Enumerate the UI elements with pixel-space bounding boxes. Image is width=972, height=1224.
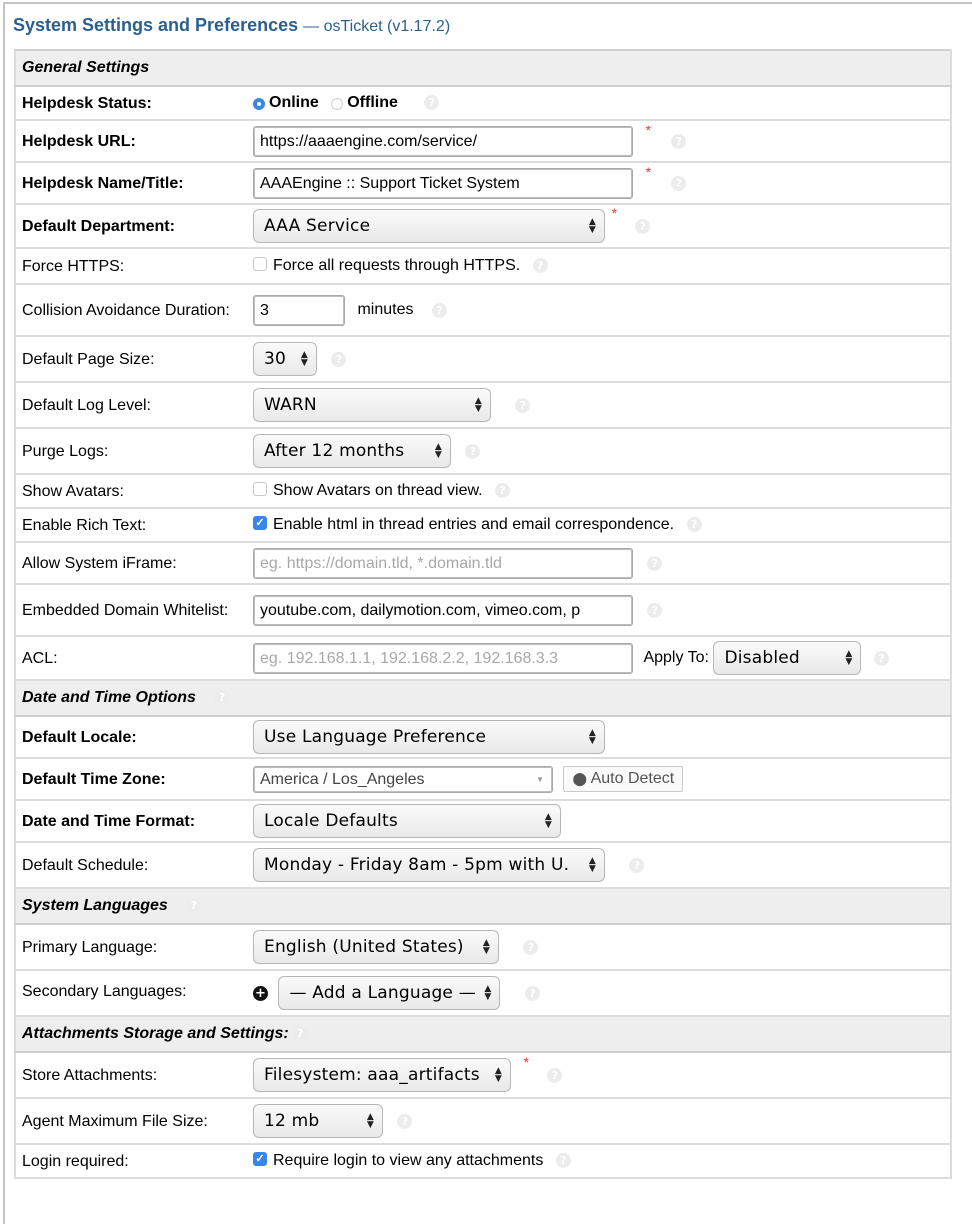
store-attachments-label: Store Attachments: [15,1052,247,1098]
row-log-level [15,382,951,428]
help-icon[interactable]: ? [424,95,439,110]
dropdown-caret-icon: ▼ [536,774,544,784]
system-iframe-input[interactable]: eg. https://domain.tld, *.domain.tld [253,548,633,579]
row-system-iframe [15,542,951,584]
help-icon[interactable]: ? [465,444,480,459]
primary-language-label: Primary Language: [15,924,247,970]
row-force-https [15,248,951,284]
select-arrows-icon: ▲ ▼ [544,812,552,830]
auto-detect-label: Auto Detect [590,770,675,787]
select-arrows-icon: ▲ ▼ [588,856,596,874]
row-default-timezone [15,758,951,800]
help-icon[interactable]: ? [331,352,346,367]
row-date-format [15,800,951,842]
show-avatars-label: Show Avatars: [15,474,247,508]
login-required-checkbox[interactable]: ✓ [253,1152,267,1166]
row-purge-logs [15,428,951,474]
page-title-version: — osTicket (v1.17.2) [303,18,451,35]
help-icon[interactable]: ? [647,556,662,571]
purge-logs-label: Purge Logs: [15,428,247,474]
row-primary-language [15,924,951,970]
default-locale-value: Use Language Preference [264,727,487,747]
help-icon[interactable]: ? [556,1153,571,1168]
store-attachments-value: Filesystem: aaa_artifacts [264,1065,480,1085]
collision-avoidance-label: Collision Avoidance Duration: [15,284,247,336]
purge-logs-value: After 12 months [264,441,405,461]
add-language-value: — Add a Language — [289,983,476,1003]
select-arrows-icon: ▲ ▼ [300,350,308,368]
help-icon[interactable]: ? [525,986,540,1001]
select-arrows-icon: ▲ ▼ [588,728,596,746]
primary-language-value: English (United States) [264,937,464,957]
row-default-department [15,204,951,248]
system-iframe-label: Allow System iFrame: [15,542,247,584]
timezone-value: America / Los_Angeles [260,770,425,788]
helpdesk-status-label: Helpdesk Status: [15,86,247,120]
helpdesk-name-label: Helpdesk Name/Title: [15,162,247,204]
section-title: General Settings [15,50,951,86]
login-required-label: Login required: [15,1144,247,1178]
apply-to-label: Apply To: [643,649,709,667]
rich-text-checkbox[interactable]: ✓ [253,516,267,530]
help-icon[interactable]: ? [687,517,702,532]
help-icon[interactable]: ? [397,1114,412,1129]
secondary-languages-label: Secondary Languages: [15,970,247,1016]
default-locale-select[interactable] [253,720,605,754]
help-icon[interactable]: ? [432,303,447,318]
timezone-combobox[interactable] [253,766,553,793]
helpdesk-url-input[interactable]: https://aaaengine.com/service/ [253,126,633,157]
helpdesk-name-input[interactable]: AAAEngine :: Support Ticket System [253,168,633,199]
show-avatars-text: Show Avatars on thread view. [273,482,483,499]
section-title: Date and Time Options [22,689,196,706]
help-icon[interactable]: ? [533,258,548,273]
required-mark: * [611,205,617,221]
section-title: Attachments Storage and Settings: [22,1025,289,1042]
show-avatars-checkbox[interactable] [253,482,267,496]
help-icon[interactable]: ? [214,690,229,705]
row-page-size [15,336,951,382]
row-login-required [15,1144,951,1178]
help-icon[interactable]: ? [495,483,510,498]
select-arrows-icon: ▲ ▼ [366,1112,374,1130]
log-level-select[interactable] [253,388,491,422]
apply-to-select[interactable] [713,641,861,675]
add-language-select[interactable] [278,976,500,1010]
page-size-label: Default Page Size: [15,336,247,382]
date-format-value: Locale Defaults [264,811,398,831]
help-icon[interactable]: ? [293,1026,308,1041]
default-schedule-select[interactable] [253,848,605,882]
force-https-label: Force HTTPS: [15,248,247,284]
row-embedded-whitelist [15,584,951,636]
online-label: Online [269,94,319,111]
offline-radio[interactable] [331,98,343,110]
page-size-select[interactable] [253,342,317,376]
default-department-select[interactable] [253,209,605,243]
row-helpdesk-status [15,86,951,120]
embedded-whitelist-input[interactable]: youtube.com, dailymotion.com, vimeo.com, p [253,595,633,626]
auto-detect-button[interactable] [563,766,683,792]
row-default-schedule [15,842,951,888]
primary-language-select[interactable] [253,930,499,964]
row-rich-text [15,508,951,542]
section-system-languages [15,888,951,924]
help-icon[interactable]: ? [671,134,686,149]
default-department-value: AAA Service [264,216,371,236]
row-helpdesk-name [15,162,951,204]
row-show-avatars [15,474,951,508]
rich-text-label: Enable Rich Text: [15,508,247,542]
agent-max-file-size-select[interactable] [253,1104,383,1138]
select-arrows-icon: ▲ ▼ [482,938,490,956]
settings-table [14,49,952,1179]
select-arrows-icon: ▲ ▼ [845,649,853,667]
log-level-value: WARN [264,395,317,415]
force-https-checkbox[interactable] [253,257,267,271]
purge-logs-select[interactable] [253,434,451,468]
page-title [13,15,450,36]
agent-max-file-size-value: 12 mb [264,1111,320,1131]
date-format-label: Date and Time Format: [15,800,247,842]
select-arrows-icon: ▲ ▼ [484,984,492,1002]
select-arrows-icon: ▲ ▼ [474,396,482,414]
page-title-main: System Settings and Preferences [13,15,299,35]
force-https-text: Force all requests through HTTPS. [273,257,521,274]
offline-label: Offline [347,94,398,111]
default-locale-label: Default Locale: [15,716,247,758]
acl-label: ACL: [15,636,247,680]
required-mark: * [645,163,651,180]
row-store-attachments [15,1052,951,1098]
help-icon[interactable]: ? [523,940,538,955]
row-secondary-languages [15,970,951,1016]
select-arrows-icon: ▲ ▼ [494,1066,502,1084]
plus-circle-icon[interactable]: + [253,986,268,1001]
row-acl [15,636,951,680]
collision-unit: minutes [357,301,414,319]
section-title: System Languages [22,897,168,914]
help-icon[interactable]: ? [547,1068,562,1083]
online-radio[interactable] [253,98,265,110]
login-required-text: Require login to view any attachments [273,1152,544,1169]
default-schedule-label: Default Schedule: [15,842,247,888]
rich-text-text: Enable html in thread entries and email correspondence. [273,516,675,533]
help-icon[interactable]: ? [647,603,662,618]
help-icon[interactable]: ? [515,398,530,413]
section-date-time [15,680,951,716]
row-collision-avoidance [15,284,951,336]
section-general-settings [15,50,951,86]
apply-to-value: Disabled [724,648,800,668]
help-icon[interactable]: ? [635,219,650,234]
select-arrows-icon: ▲ ▼ [588,217,596,235]
required-mark: * [523,1054,529,1070]
row-agent-max-file-size [15,1098,951,1144]
section-attachments [15,1016,951,1052]
agent-max-file-size-label: Agent Maximum File Size: [15,1098,247,1144]
helpdesk-url-label: Helpdesk URL: [15,120,247,162]
select-arrows-icon: ▲ ▼ [434,442,442,460]
page-size-value: 30 [264,349,287,369]
embedded-whitelist-label: Embedded Domain Whitelist: [15,584,247,636]
row-helpdesk-url [15,120,951,162]
acl-input[interactable]: eg. 192.168.1.1, 192.168.2.2, 192.168.3.3 [253,643,633,674]
default-timezone-label: Default Time Zone: [15,758,247,800]
store-attachments-select[interactable] [253,1058,511,1092]
log-level-label: Default Log Level: [15,382,247,428]
help-icon[interactable]: ? [671,176,686,191]
date-format-select[interactable] [253,804,561,838]
default-department-label: Default Department: [15,204,247,248]
collision-avoidance-input[interactable]: 3 [253,295,345,326]
help-icon[interactable]: ? [874,651,889,666]
map-marker-icon: ⬤ [572,771,588,786]
required-mark: * [645,121,651,138]
help-icon[interactable]: ? [629,858,644,873]
default-schedule-value: Monday - Friday 8am - 5pm with U. [264,855,570,875]
row-default-locale [15,716,951,758]
help-icon[interactable]: ? [186,898,201,913]
